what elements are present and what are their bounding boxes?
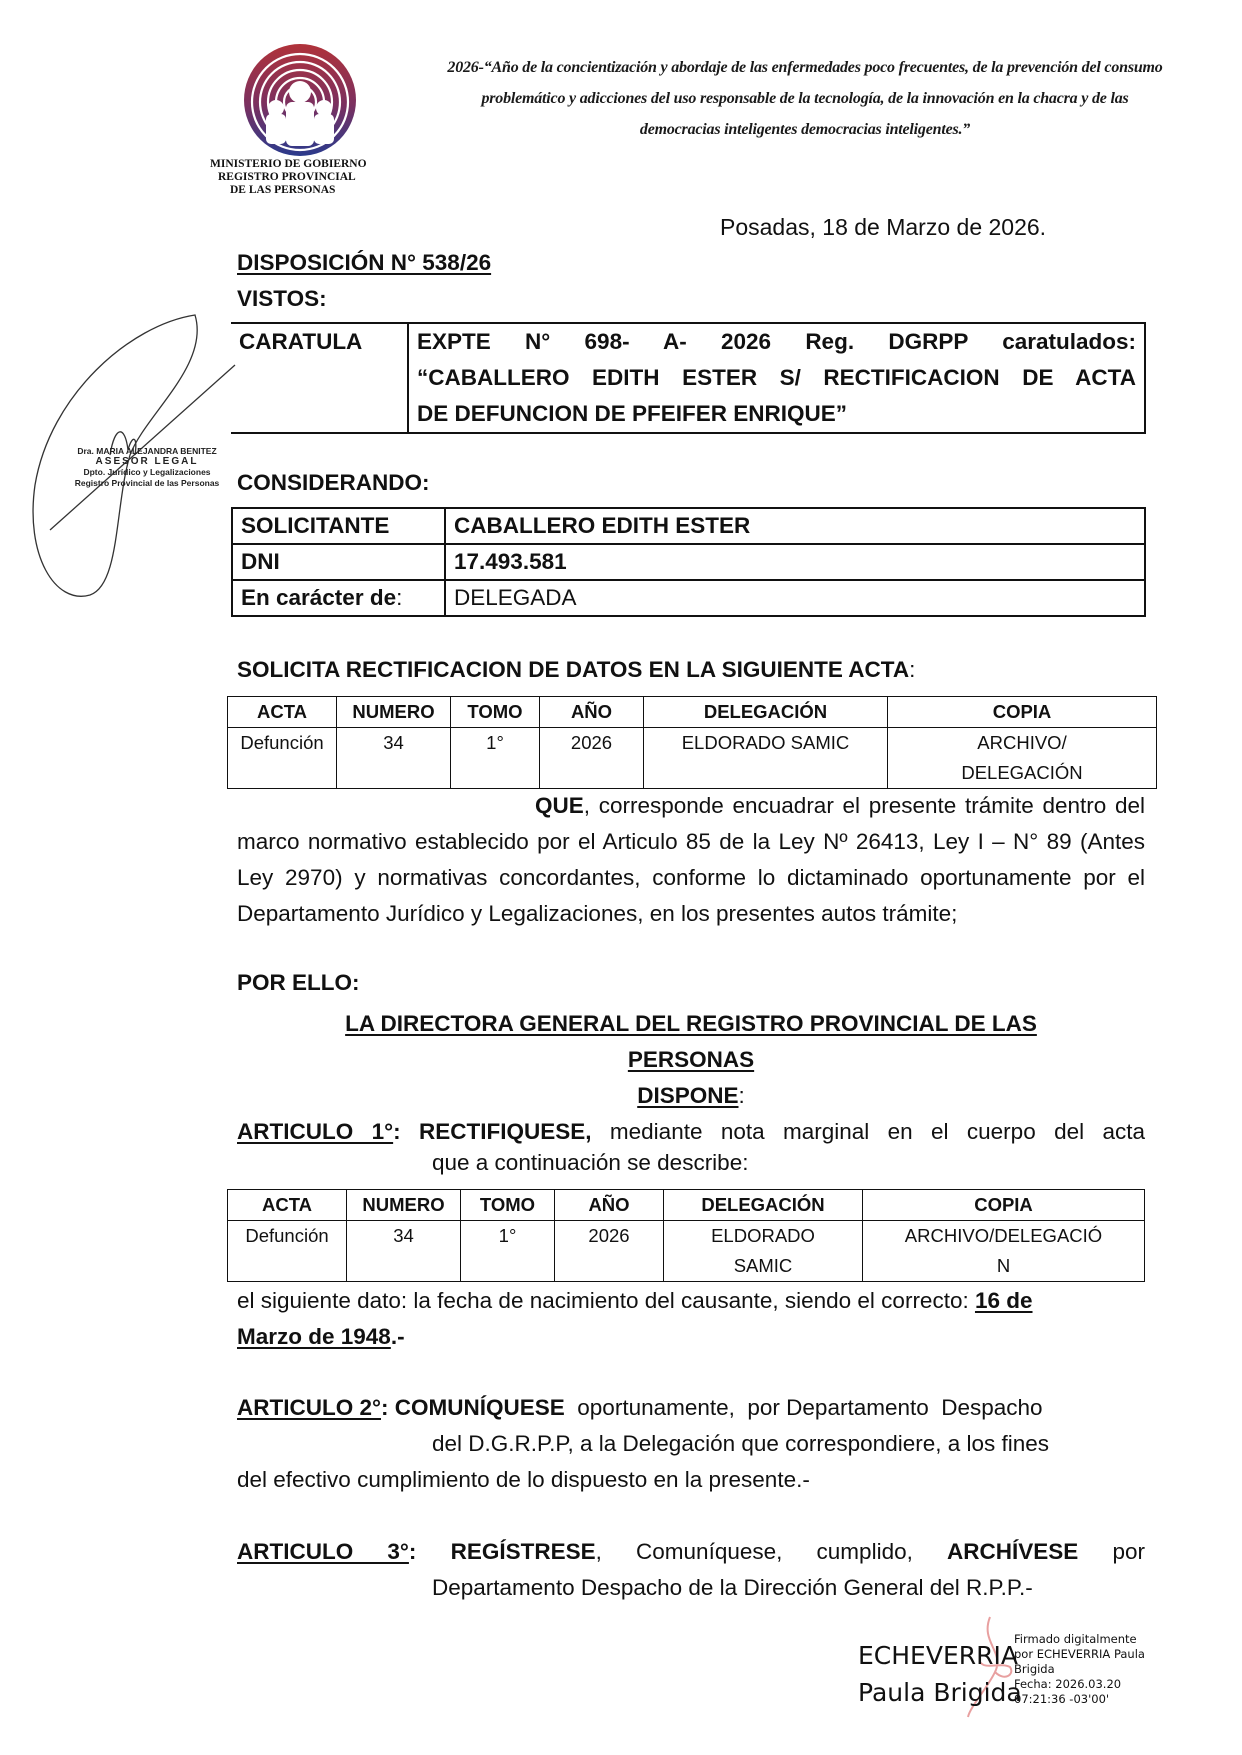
caratula-label: CARATULA: [231, 323, 408, 433]
vistos-heading: VISTOS:: [237, 286, 327, 311]
role-label: En carácter de: [241, 585, 397, 610]
signer-name-line: Paula Brigida: [858, 1678, 1022, 1707]
cell-copia: [863, 1221, 1145, 1282]
article-3-end: por: [1078, 1539, 1145, 1564]
signature-info-line: 07:21:36 -03'00': [1014, 1692, 1110, 1706]
signature-info-line: Fecha: 2026.03.20: [1014, 1677, 1122, 1691]
article-1-correction: [237, 1283, 1145, 1355]
considerando-heading: CONSIDERANDO:: [237, 470, 430, 495]
article-2-colon: :: [381, 1395, 389, 1420]
cell-delegacion: [664, 1221, 863, 1282]
acta-header-row: [228, 1190, 1145, 1221]
legal-advisor-stamp: [62, 446, 232, 488]
ministry-line: REGISTRO PROVINCIAL: [218, 171, 356, 183]
whereas-paragraph: [237, 788, 1145, 932]
caratula-line: DE DEFUNCION DE PFEIFER ENRIQUE”: [417, 401, 848, 426]
caratula-table: [231, 322, 1146, 434]
article-1-colon: :: [393, 1119, 401, 1144]
caratula-line: EXPTE N° 698- A- 2026 Reg. DGRPP caratulados:: [417, 329, 1136, 354]
ministry-line: MINISTERIO DE GOBIERNO: [210, 158, 367, 170]
que-bold: QUE: [535, 793, 584, 818]
director-line: PERSONAS: [627, 1047, 755, 1072]
article-1-continuation: que a continuación se describe:: [432, 1150, 749, 1175]
request-heading: [237, 657, 915, 683]
signature-info-line: Firmado digitalmente: [1014, 1632, 1137, 1646]
correct-date-part1: 16 de: [974, 1288, 1033, 1313]
copia-line: N: [996, 1255, 1011, 1276]
caratula-line: “CABALLERO EDITH ESTER S/ RECTIFICACION DE ACTA: [417, 365, 1136, 390]
cell-copia: [888, 728, 1157, 789]
acta-row: [228, 1221, 1145, 1282]
cell-tomo: 1°: [451, 728, 540, 789]
motto-line: 2026-“Año de la concientización y abordaje de las enfermedades poco frecuentes, de la prevención del consumo: [447, 59, 1163, 76]
stamp-line: Dpto. Jurídico y Legalizaciones: [83, 467, 211, 477]
article-3-verb1: REGÍSTRESE: [450, 1539, 596, 1564]
signer-name: [858, 1637, 1022, 1711]
motto-line: problemático y adicciones del uso responsable de la tecnología, de la innovación en la chacra y de las: [481, 90, 1129, 107]
article-1: [237, 1114, 1145, 1150]
cell-numero: 34: [347, 1221, 461, 1282]
dispone-colon: :: [738, 1083, 745, 1108]
caratula-value: [408, 323, 1145, 433]
request-title: SOLICITA RECTIFICACION DE DATOS EN LA SIGUIENTE ACTA: [237, 657, 910, 682]
correction-text: el siguiente dato: la fecha de nacimiento del causante, siendo el correcto:: [237, 1288, 975, 1313]
article-2-line2: del D.G.R.P.P, a la Delegación que correspondiere, a los fines: [432, 1431, 1050, 1456]
ministry-block: [210, 158, 367, 197]
director-line: LA DIRECTORA GENERAL DEL REGISTRO PROVINCIAL DE LAS: [345, 1011, 1037, 1036]
signer-name-line: ECHEVERRIA: [858, 1641, 1018, 1670]
dni-value: 17.493.581: [445, 544, 1145, 580]
article-1-label: ARTICULO 1°: [237, 1119, 394, 1144]
delegacion-line: ELDORADO: [711, 1225, 815, 1246]
por-ello-heading: POR ELLO:: [237, 970, 360, 995]
article-2-line1: oportunamente, por Departamento Despacho: [564, 1395, 1043, 1420]
col-delegacion: DELEGACIÓN: [664, 1190, 863, 1221]
col-acta: ACTA: [228, 697, 337, 728]
applicant-value: CABALLERO EDITH ESTER: [445, 508, 1145, 544]
que-text: , corresponde encuadrar el presente trámite dentro del marco normativo establecido por el Articulo 85 de la Ley Nº 26413, Ley I – N° 89 (Antes Ley 2970) y normativas concordantes, conforme lo dictaminado oportunamente por el Departamento Jurídico y Legalizaciones, en los presentes autos trámite;: [237, 793, 1145, 926]
applicant-table: [231, 507, 1146, 617]
place-date: Posadas, 18 de Marzo de 2026.: [720, 214, 1047, 240]
request-title-colon: :: [909, 657, 916, 682]
stamp-line: ASESOR LEGAL: [95, 455, 199, 467]
cell-anio: 2026: [540, 728, 644, 789]
role-label-colon: :: [396, 585, 403, 610]
article-3: [237, 1534, 1145, 1606]
cell-acta: Defunción: [228, 728, 337, 789]
col-tomo: TOMO: [461, 1190, 555, 1221]
year-motto: [410, 52, 1200, 145]
correct-date-part2: Marzo de 1948: [237, 1324, 391, 1349]
dispone-heading: DISPONE: [637, 1083, 739, 1108]
col-anio: AÑO: [540, 697, 644, 728]
director-heading: [237, 1006, 1145, 1114]
copia-line: ARCHIVO/DELEGACIÓ: [904, 1225, 1103, 1246]
col-copia: COPIA: [863, 1190, 1145, 1221]
article-1-verb: RECTIFIQUESE,: [419, 1119, 592, 1144]
article-3-colon: :: [408, 1539, 417, 1564]
col-anio: AÑO: [555, 1190, 664, 1221]
cell-tomo: 1°: [461, 1221, 555, 1282]
acta-table-request: [227, 696, 1157, 789]
article-3-line2: Departamento Despacho de la Dirección General del R.P.P.-: [432, 1575, 1033, 1600]
acta-header-row: [228, 697, 1157, 728]
ministry-line: DE LAS PERSONAS: [230, 184, 336, 196]
dni-label: DNI: [232, 544, 445, 580]
signature-info-line: Brigida: [1014, 1662, 1055, 1676]
applicant-row: [232, 508, 1145, 544]
registry-logo: [240, 40, 360, 160]
applicant-label: SOLICITANTE: [232, 508, 445, 544]
acta-table-rectify: [227, 1189, 1145, 1282]
copia-line: ARCHIVO/: [977, 732, 1067, 753]
article-3-label: ARTICULO 3°: [237, 1539, 409, 1564]
signature-info-line: por ECHEVERRIA Paula: [1014, 1647, 1145, 1661]
col-delegacion: DELEGACIÓN: [644, 697, 888, 728]
article-2-verb: COMUNÍQUESE: [394, 1395, 565, 1420]
applicant-row: [232, 544, 1145, 580]
col-tomo: TOMO: [451, 697, 540, 728]
motto-line: democracias inteligentes democracias inteligentes.”: [639, 121, 971, 138]
col-copia: COPIA: [888, 697, 1157, 728]
cell-numero: 34: [337, 728, 451, 789]
article-3-verb2: ARCHÍVESE: [947, 1539, 1079, 1564]
col-numero: NUMERO: [337, 697, 451, 728]
correction-end: .-: [390, 1324, 405, 1349]
role-value: DELEGADA: [445, 580, 1145, 616]
stamp-line: Dra. MARIA ALEJANDRA BENITEZ: [77, 446, 217, 456]
article-2: [237, 1390, 1145, 1498]
stamp-line: Registro Provincial de las Personas: [74, 477, 220, 488]
article-1-text: mediante nota marginal en el cuerpo del acta: [609, 1119, 1145, 1144]
applicant-row: [232, 580, 1145, 616]
article-2-label: ARTICULO 2°: [237, 1395, 381, 1420]
cell-anio: 2026: [555, 1221, 664, 1282]
copia-line: DELEGACIÓN: [961, 762, 1083, 783]
disposition-number: DISPOSICIÓN N° 538/26: [237, 250, 492, 275]
role-label-cell: [232, 580, 445, 616]
cell-acta: Defunción: [228, 1221, 347, 1282]
article-3-mid: , Comuníquese, cumplido,: [595, 1539, 948, 1564]
digital-signature-info: [1014, 1632, 1145, 1707]
col-acta: ACTA: [228, 1190, 347, 1221]
col-numero: NUMERO: [347, 1190, 461, 1221]
cell-delegacion: ELDORADO SAMIC: [644, 728, 888, 789]
article-2-line3: del efectivo cumplimiento de lo dispuesto en la presente.-: [237, 1467, 810, 1492]
delegacion-line: SAMIC: [733, 1255, 793, 1276]
acta-row: [228, 728, 1157, 789]
